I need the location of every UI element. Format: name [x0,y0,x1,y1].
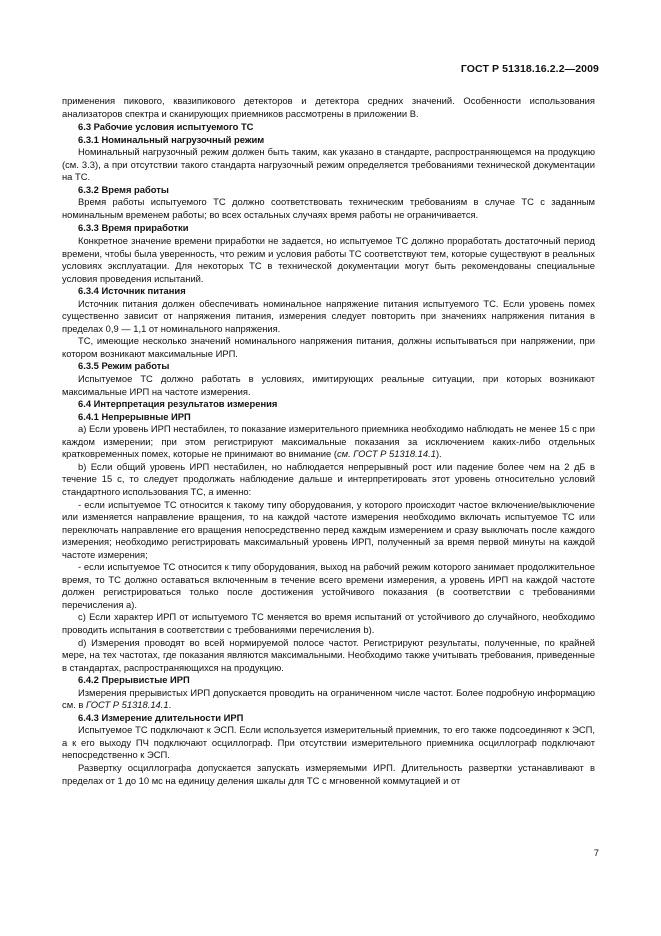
paragraph-tail: ). [435,448,442,460]
section-heading: 6.3 Рабочие условия испытуемого ТС [78,121,254,133]
page-number: 7 [593,848,599,859]
subsection-heading: 6.3.5 Режим работы [78,360,170,372]
citation: ГОСТ Р 51318.14.1 [85,699,169,711]
paragraph: Испытуемое ТС должно работать в условиях, имитирующих реальные ситуации, при которых возникают максимальные ИРП на частоте измерения. [62,373,595,397]
paragraph: c) Если характер ИРП от испытуемого ТС меняется во время испытаний от устойчивого до случайного, необходимо проводить испытания в соответствии с требованиями перечисления b). [62,611,595,635]
subsection-heading: 6.4.1 Непрерывные ИРП [78,410,191,422]
paragraph: b) Если общий уровень ИРП нестабилен, но наблюдается непрерывный рост или падение более чем на 2 дБ в течение 15 с, то следует продолжать наблюдение дальше и интерпретировать этот уровень относительно условий стандартного использования ТС, а именно: [62,460,595,497]
paragraph: ТС, имеющие несколько значений номинального напряжения питания, должны испытываться при напряжении, при котором возникают максимальные ИРП. [62,335,595,359]
paragraph: Развертку осциллографа допускается запускать измеряемыми ИРП. Длительность развертки устанавливают в пределах от 1 до 10 мс на единицу деления шкалы для ТС с мгновенной коммутацией и от [62,761,595,786]
document-header: ГОСТ Р 51318.16.2.2—2009 [460,63,599,75]
section-heading: 6.4 Интерпретация результатов измерения [78,398,278,410]
paragraph: d) Измерения проводят во всей нормируемой полосе частот. Регистрируют результаты, полученные, по крайней мере, на тех частотах, где показания являются максимальными. Необходимо также учитывать требования, приведенные в стандартах, распространяющихся на продукцию. [62,636,595,673]
paragraph-text: a) Если уровень ИРП нестабилен, то показание измерительного приемника необходимо наблюдать не менее 15 с при каждом измерении; при этом регистрируют максимальные показания за исключением каких-либо отдельных кратковременных помех, которые не принимают во внимание ( [62,423,595,460]
subsection-heading: 6.3.1 Номинальный нагрузочный режим [78,133,265,145]
subsection-heading: 6.4.3 Измерение длительности ИРП [78,711,244,723]
document-body [62,95,595,787]
paragraph: Испытуемое ТС подключают к ЭСП. Если используется измерительный приемник, то его также подсоединяют к ЭСП, а к его выходу ПЧ подключают осциллограф. При отсутствии измерительного приемника осциллограф подключают непосредственно к ЭСП. [62,724,595,761]
subsection-heading: 6.3.3 Время приработки [78,222,189,234]
paragraph-tail: . [168,699,172,711]
subsection-heading: 6.3.4 Источник питания [78,285,186,297]
paragraph: Конкретное значение времени приработки не задается, но испытуемое ТС должно проработать достаточный период времени, чтобы была уверенность, что режим и условия работы ТС соответствуют тем, которые существуют в реальных условиях эксплуатации. Для некоторых ТС в технической документации могут быть рекомендованы специальные условия проведения испытаний. [62,235,595,284]
paragraph: Время работы испытуемого ТС должно соответствовать техническим требованиям в случае ТС с заданным номинальным временем работы; во всех остальных случаях время работы не ограничивается. [62,196,595,220]
citation: см. ГОСТ Р 51318.14.1 [336,448,436,460]
subsection-heading: 6.3.2 Время работы [78,183,169,195]
list-item: - если испытуемое ТС относится к типу оборудования, выход на рабочий режим которого занимает продолжительное время, то ТС должно оставаться включенным в течение всего времени измерения, а уровень ИРП на каждой частоте должен регистрироваться только после достижения устойчивого показания (в соответствии с требованиями перечисления a). [62,561,595,610]
paragraph-with-citation [62,687,595,712]
subsection-heading: 6.4.2 Прерывистые ИРП [78,674,190,686]
list-item: - если испытуемое ТС относится к такому типу оборудования, у которого происходит частое включение/выключение или изменяется направление вращения, то на каждой частоте измерения необходимо включать испытуемое ТС или переключать направление его вращения непосредственно перед каждым измерением и сразу выключать после каждого измерения; необходимо регистрировать максимальный уровень ИРП, полученный за время первой минуты на каждой частоте измерения; [62,498,595,560]
paragraph: Источник питания должен обеспечивать номинальное напряжение питания испытуемого ТС. Если уровень помех существенно зависит от напряжения питания, измерения следует повторить при значениях напряжения питания в пределах 0,9 — 1,1 от номинального напряжения. [62,297,595,334]
paragraph-with-citation [62,423,595,461]
paragraph: применения пикового, квазипикового детекторов и детектора средних значений. Особенности использования анализаторов спектра и сканирующих приемников рассмотрены в приложении В. [62,95,595,119]
paragraph: Номинальный нагрузочный режим должен быть таким, как указано в стандарте, распространяющемся на продукцию (см. 3.3), а при отсутствии такого стандарта нагрузочный режим определяется требованиями технической документации на ТС. [62,146,595,183]
paragraph-text: Измерения прерывистых ИРП допускается проводить на ограниченном числе частот. Более подробную информацию см. в [62,686,595,711]
